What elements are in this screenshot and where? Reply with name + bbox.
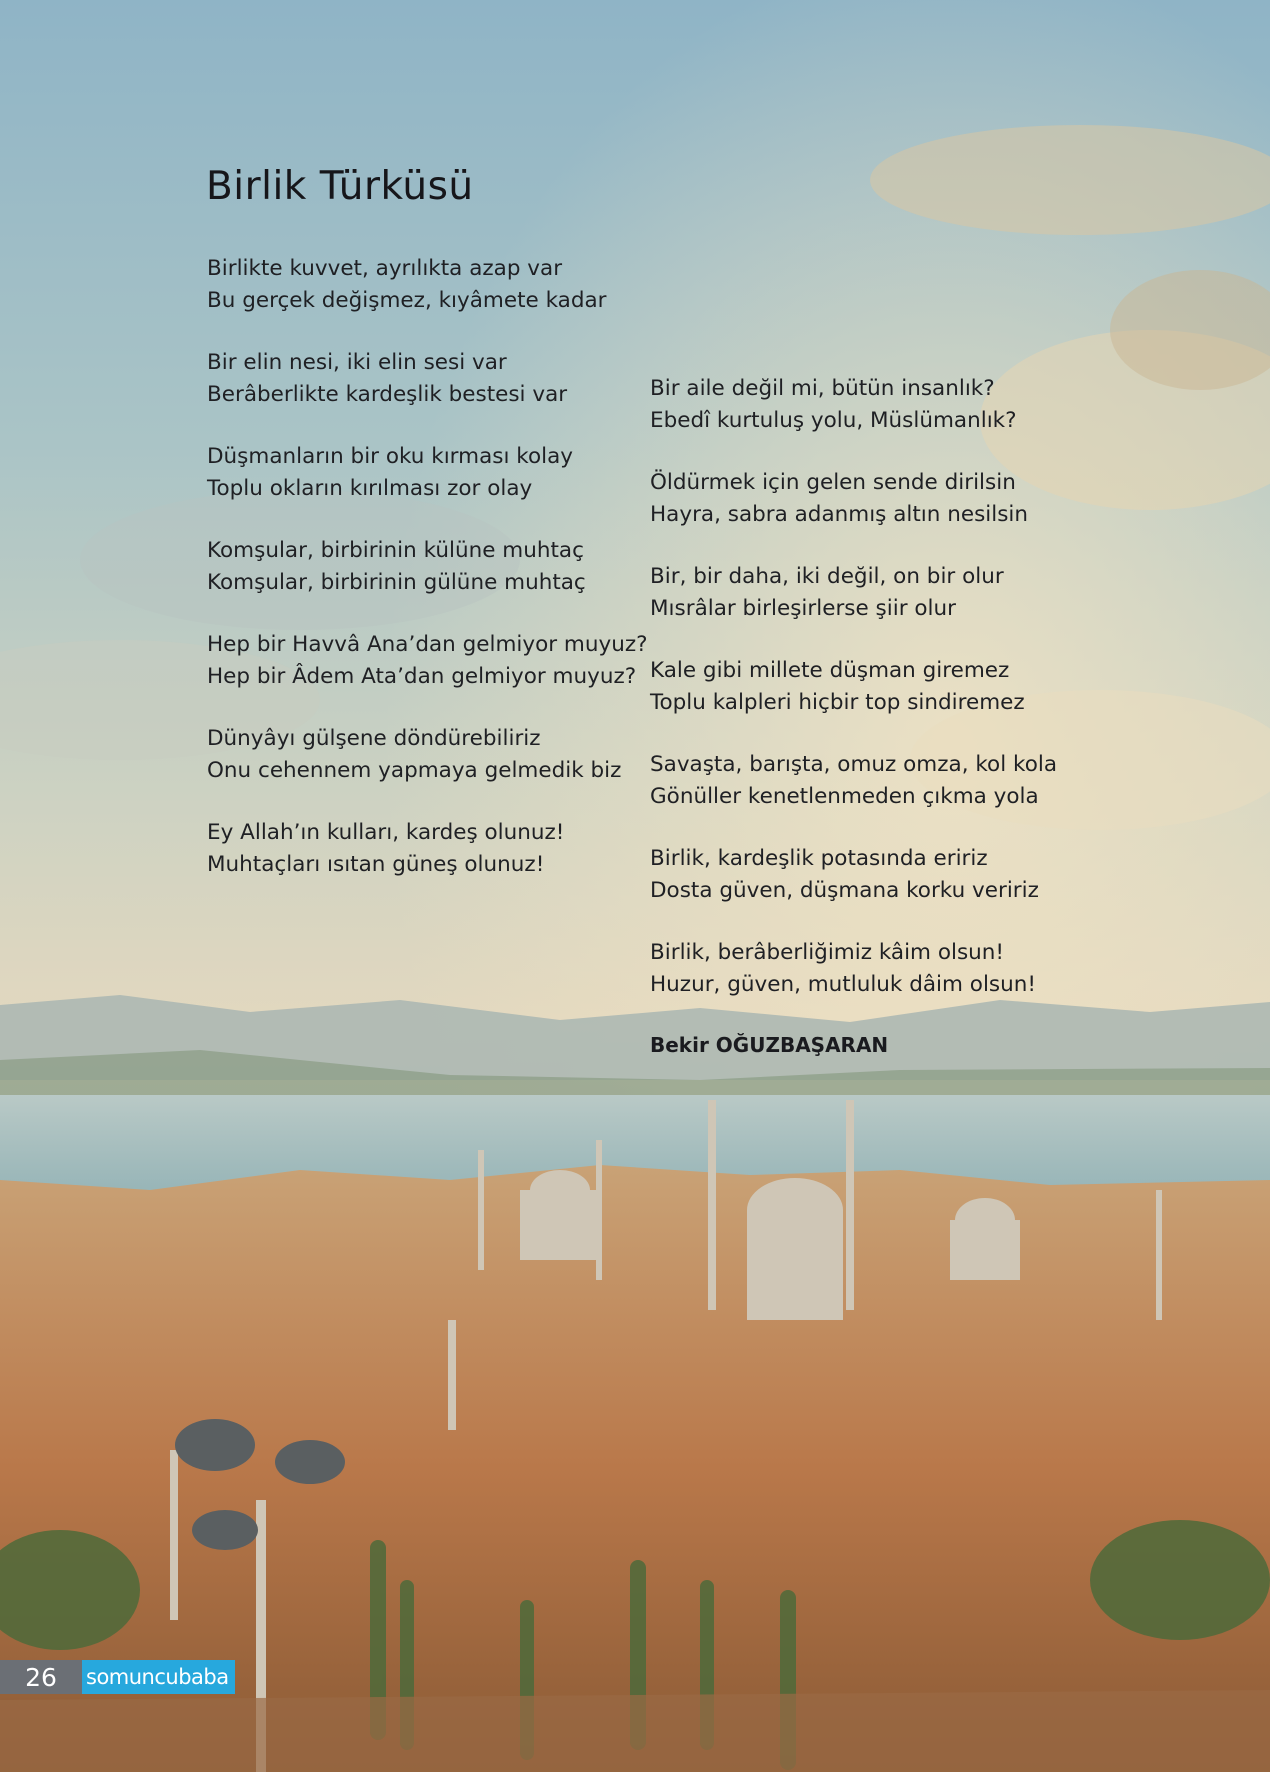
- stanza: [650, 373, 1100, 436]
- magazine-brand: somuncubaba: [82, 1660, 235, 1694]
- stanza: [650, 843, 1100, 906]
- poem-line: Toplu okların kırılması zor olay: [207, 475, 533, 501]
- poem-line: Savaşta, barışta, omuz omza, kol kola: [650, 752, 1058, 777]
- poem-title: Birlik Türküsü: [206, 164, 474, 209]
- stanza: [650, 467, 1100, 530]
- poem-line: Mısrâlar birleşirlerse şiir olur: [650, 595, 956, 621]
- poem-line: Huzur, güven, mutluluk dâim olsun!: [650, 971, 1036, 997]
- stanza: [650, 937, 1100, 1000]
- poem-line: Bir, bir daha, iki değil, on bir olur: [650, 564, 1004, 589]
- poem-line: Gönüller kenetlenmeden çıkma yola: [650, 783, 1039, 809]
- poem-line: Ebedî kurtuluş yolu, Müslümanlık?: [650, 407, 1017, 433]
- poem-line: Dünyâyı gülşene döndürebiliriz: [207, 726, 541, 751]
- poem-line: Hep bir Âdem Ata’dan gelmiyor muyuz?: [207, 663, 637, 689]
- poem-line: Berâberlikte kardeşlik bestesi var: [207, 381, 568, 407]
- poem-line: Öldürmek için gelen sende dirilsin: [650, 470, 1016, 495]
- poem-line: Birlikte kuvvet, ayrılıkta azap var: [207, 256, 563, 281]
- poem-line: Düşmanların bir oku kırması kolay: [207, 444, 573, 469]
- poem-line: Ey Allah’ın kulları, kardeş olunuz!: [207, 820, 565, 845]
- poem-line: Muhtaçları ısıtan güneş olunuz!: [207, 851, 545, 877]
- poem-line: Bu gerçek değişmez, kıyâmete kadar: [207, 287, 607, 313]
- poem-line: Hayra, sabra adanmış altın nesilsin: [650, 501, 1029, 527]
- poem-line: Birlik, berâberliğimiz kâim olsun!: [650, 940, 1005, 965]
- page-footer: [0, 1660, 235, 1694]
- poem-line: Bir elin nesi, iki elin sesi var: [207, 350, 507, 375]
- stanza: [207, 347, 627, 410]
- stanza: [207, 629, 648, 692]
- poem-right-column: [650, 373, 1100, 1031]
- poem-line: Komşular, birbirinin külüne muhtaç: [207, 538, 584, 563]
- stanza: [650, 655, 1100, 718]
- stanza: [207, 535, 627, 598]
- poem-left-column: [207, 253, 648, 911]
- page-number: 26: [0, 1660, 82, 1694]
- poem-line: Dosta güven, düşmana korku veririz: [650, 877, 1039, 903]
- stanza: [207, 253, 627, 316]
- stanza: [207, 441, 627, 504]
- stanza: [207, 817, 627, 880]
- poem-line: Onu cehennem yapmaya gelmedik biz: [207, 757, 622, 783]
- poem-line: Bir aile değil mi, bütün insanlık?: [650, 376, 995, 401]
- poem-line: Birlik, kardeşlik potasında eririz: [650, 846, 988, 871]
- stanza: [650, 561, 1100, 624]
- poem-line: Komşular, birbirinin gülüne muhtaç: [207, 569, 586, 595]
- poem-line: Toplu kalpleri hiçbir top sindiremez: [650, 689, 1025, 715]
- poem-author: Bekir OĞUZBAŞARAN: [650, 1033, 889, 1057]
- stanza: [207, 723, 627, 786]
- poem-line: Kale gibi millete düşman giremez: [650, 658, 1010, 683]
- poem-line: Hep bir Havvâ Ana’dan gelmiyor muyuz?: [207, 632, 648, 657]
- stanza: [650, 749, 1100, 812]
